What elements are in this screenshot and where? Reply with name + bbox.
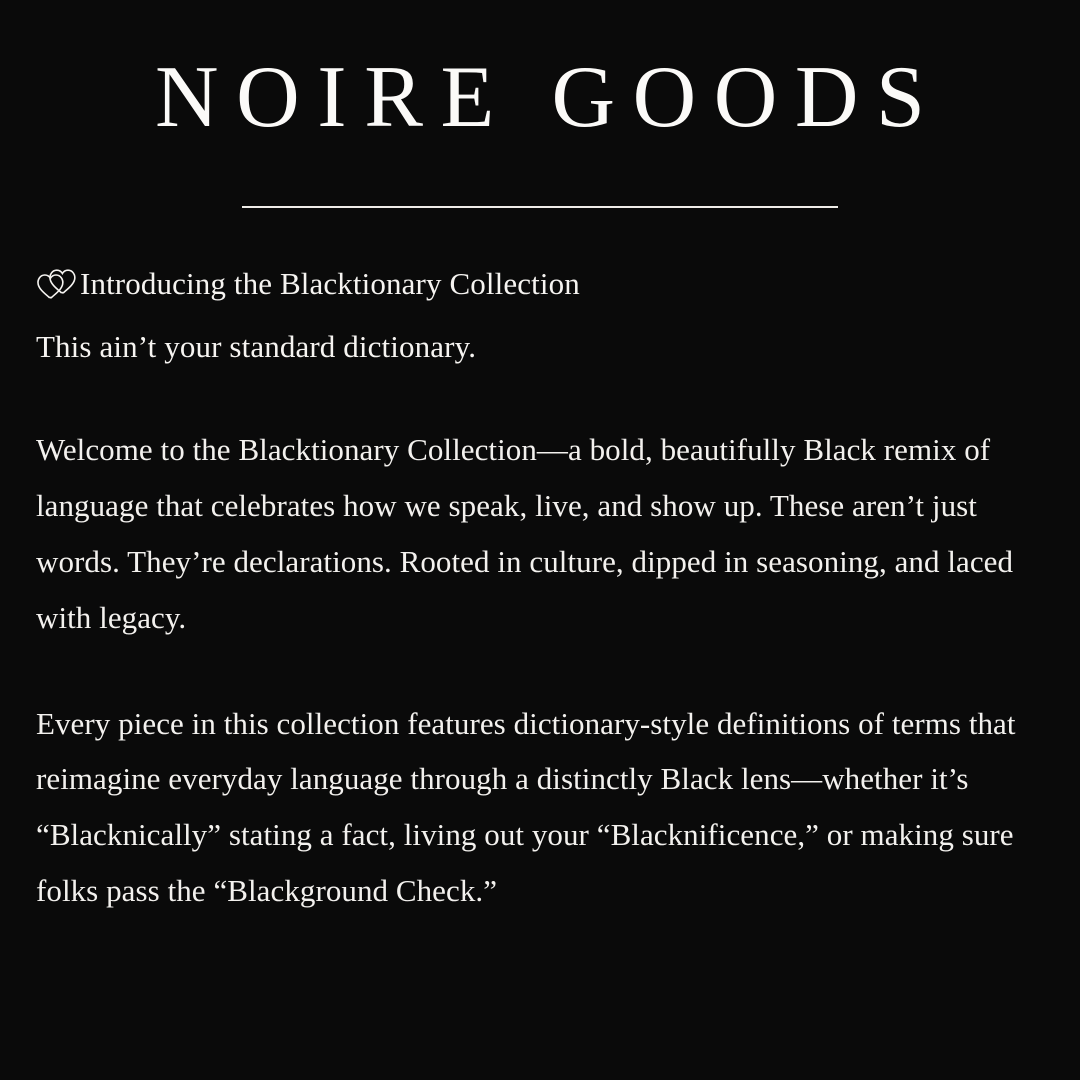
intro-subheadline-row <box>36 326 1044 368</box>
body-copy <box>0 208 1080 918</box>
brand-header <box>0 0 1080 208</box>
paragraph-1: Welcome to the Blacktionary Collection—a bold, beautifully Black remix of language that celebrates how we speak, live, and show up. These aren’t just words. They’re declarations. Rooted in culture, dipped in seasoning, and laced with legacy. <box>36 432 1014 635</box>
double-heart-icon <box>36 267 78 301</box>
page-title: NOIRE GOODS <box>154 49 943 146</box>
intro-subheadline: This ain’t your standard dictionary. <box>36 328 477 364</box>
paragraph-2: Every piece in this collection features dictionary-style definitions of terms that reimagine everyday language through a distinctly Black lens—whether it’s “Blacknically” stating a fact, living out your “Blacknificence,” or making sure folks pass the “Blackground Check.” <box>36 705 1016 909</box>
intro-headline: Introducing the Blacktionary Collection <box>80 266 580 302</box>
intro-headline-row <box>36 263 1044 305</box>
